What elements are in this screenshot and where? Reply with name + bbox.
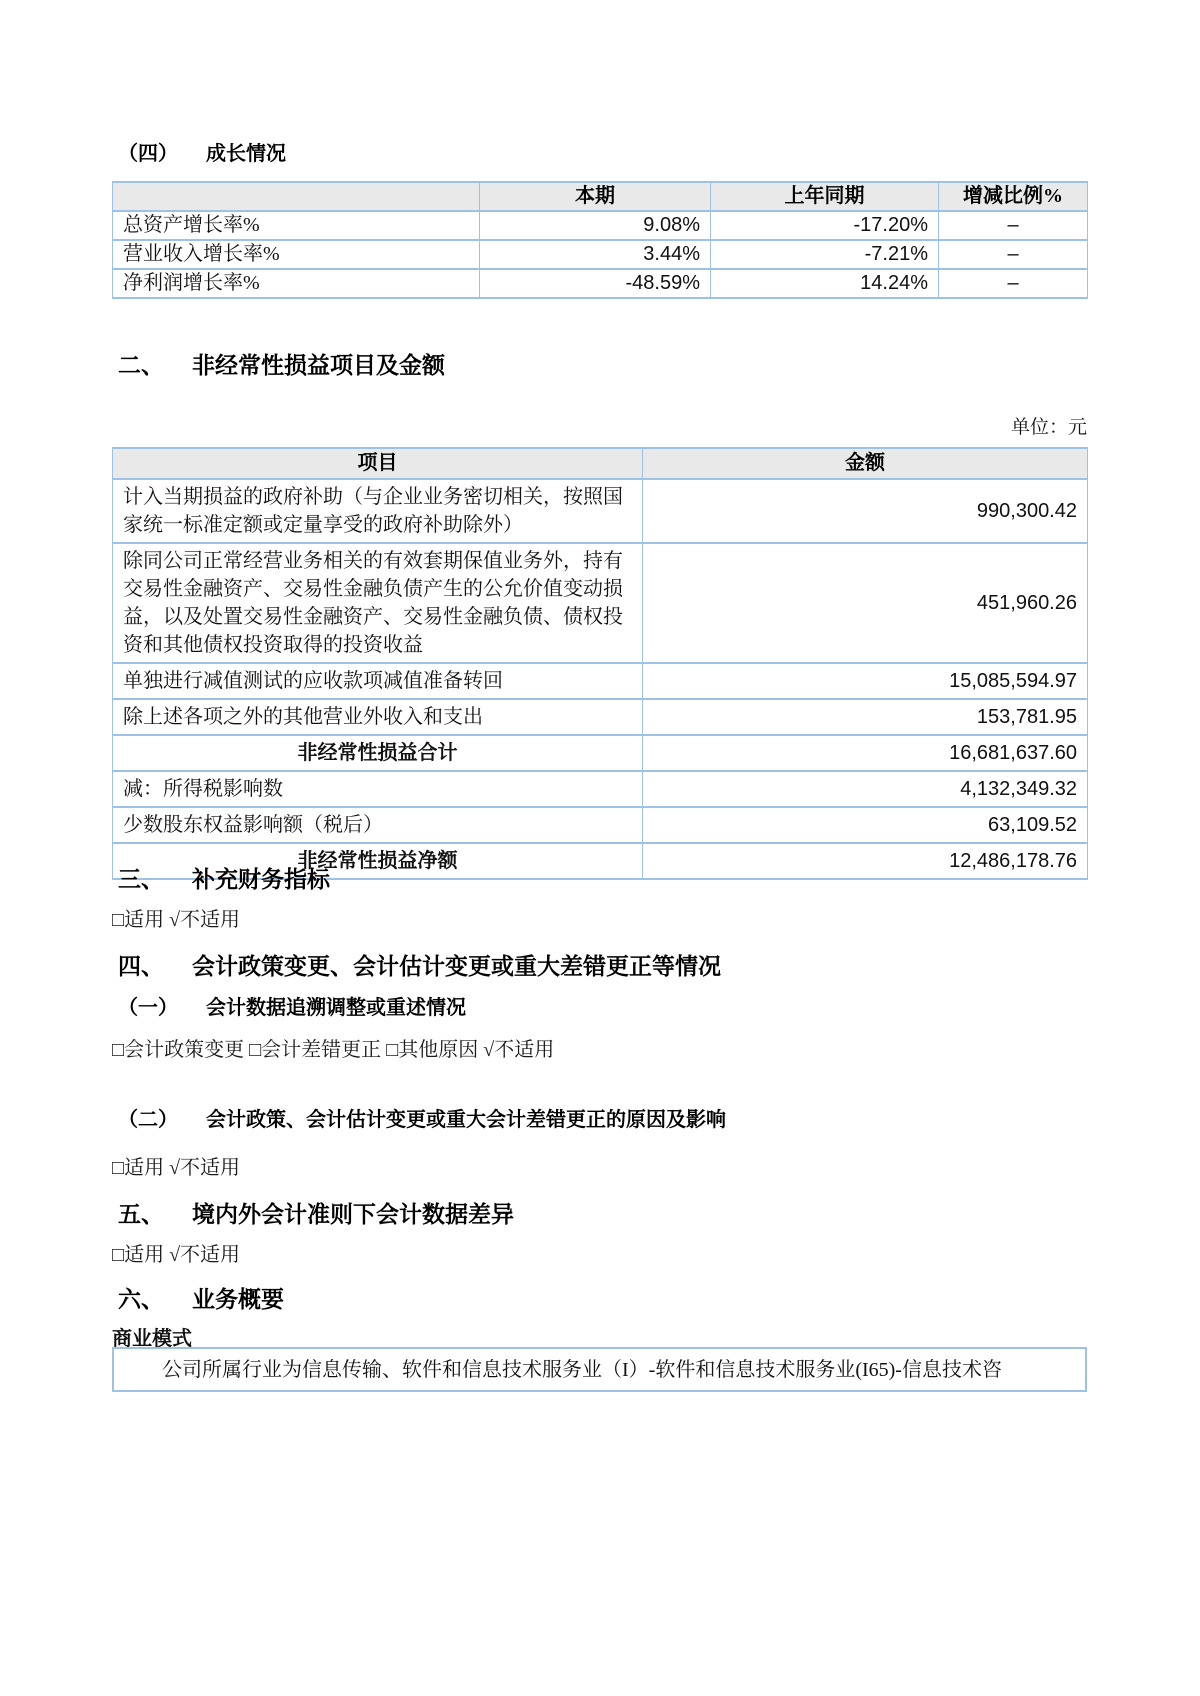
business-section-title: 业务概要 [192, 1286, 284, 1312]
restatement-options-line: □会计政策变更 □会计差错更正 □其他原因 √不适用 [112, 1039, 555, 1061]
standards-diff-applicability-line: □适用 √不适用 [112, 1244, 241, 1266]
item-cell: 除上述各项之外的其他营业外收入和支出 [113, 699, 643, 735]
nonrecurring-table [112, 447, 1088, 880]
business-section-heading [112, 1284, 1087, 1314]
standards-diff-section-heading [112, 1199, 1087, 1229]
accounting-changes-section-heading [112, 951, 1087, 981]
change-reason-subsection-title: 会计政策、会计估计变更或重大会计差错更正的原因及影响 [206, 1109, 726, 1131]
change-ratio-value: – [939, 240, 1088, 269]
item-cell: 少数股东权益影响额（税后） [113, 807, 643, 843]
current-period-value: -48.59% [480, 269, 711, 298]
amount-cell: 12,486,178.76 [643, 843, 1088, 879]
item-cell: 计入当期损益的政府补助（与企业业务密切相关，按照国家统一标准定额或定量享受的政府补助除外） [113, 479, 643, 543]
item-cell: 非经常性损益净额 [113, 843, 643, 879]
table-row [113, 543, 1088, 663]
amount-cell: 153,781.95 [643, 699, 1088, 735]
prior-period-value: 14.24% [711, 269, 939, 298]
row-label: 净利润增长率% [113, 269, 480, 298]
growth-header-blank [113, 182, 480, 211]
business-model-textbox [112, 1347, 1087, 1392]
amount-cell: 990,300.42 [643, 479, 1088, 543]
item-cell: 减：所得税影响数 [113, 771, 643, 807]
standards-diff-section-title: 境内外会计准则下会计数据差异 [192, 1201, 514, 1227]
change-ratio-value: – [939, 269, 1088, 298]
prior-period-value: -17.20% [711, 211, 939, 240]
growth-table [112, 181, 1088, 299]
amount-cell: 4,132,349.32 [643, 771, 1088, 807]
business-model-label: 商业模式 [112, 1328, 192, 1350]
table-row [113, 771, 1088, 807]
growth-section-heading [112, 140, 1087, 168]
growth-header-current: 本期 [480, 182, 711, 211]
table-row [113, 663, 1088, 699]
nonrecurring-section-number: 二、 [118, 352, 164, 378]
table-row [113, 240, 1088, 269]
table-row [113, 699, 1088, 735]
restatement-subsection-number: （一） [118, 997, 178, 1019]
restatement-subsection-heading [112, 994, 1087, 1022]
supplementary-applicability-line: □适用 √不适用 [112, 909, 241, 931]
accounting-changes-section-number: 四、 [118, 953, 164, 979]
standards-diff-section-number: 五、 [118, 1201, 164, 1227]
restatement-subsection-title: 会计数据追溯调整或重述情况 [206, 997, 466, 1019]
current-period-value: 3.44% [480, 240, 711, 269]
amount-cell: 63,109.52 [643, 807, 1088, 843]
change-ratio-value: – [939, 211, 1088, 240]
amount-cell: 15,085,594.97 [643, 663, 1088, 699]
item-header: 项目 [113, 448, 643, 479]
row-label: 营业收入增长率% [113, 240, 480, 269]
nonrecurring-section-title: 非经常性损益项目及金额 [192, 352, 445, 378]
supplementary-section-number: 三、 [118, 866, 164, 892]
supplementary-section-heading [112, 864, 1087, 894]
unit-note: 单位：元 [1010, 417, 1087, 438]
change-reason-subsection-number: （二） [118, 1109, 178, 1131]
supplementary-section-title: 补充财务指标 [192, 866, 330, 892]
business-model-text: 公司所属行业为信息传输、软件和信息技术服务业（I）-软件和信息技术服务业(I65)-信息技术咨 [162, 1359, 1002, 1381]
table-row [113, 269, 1088, 298]
amount-cell: 16,681,637.60 [643, 735, 1088, 771]
current-period-value: 9.08% [480, 211, 711, 240]
subtotal-row [113, 735, 1088, 771]
change-reason-applicability-line: □适用 √不适用 [112, 1157, 241, 1179]
table-row [113, 807, 1088, 843]
growth-section-title: 成长情况 [206, 143, 286, 165]
amount-cell: 451,960.26 [643, 543, 1088, 663]
nonrecurring-table-header-row [113, 448, 1088, 479]
item-cell: 非经常性损益合计 [113, 735, 643, 771]
amount-header: 金额 [643, 448, 1088, 479]
change-reason-subsection-heading [112, 1106, 1087, 1134]
growth-table-header-row [113, 182, 1088, 211]
table-row [113, 479, 1088, 543]
growth-header-change: 增减比例% [939, 182, 1088, 211]
item-cell: 单独进行减值测试的应收款项减值准备转回 [113, 663, 643, 699]
business-section-number: 六、 [118, 1286, 164, 1312]
growth-header-prior: 上年同期 [711, 182, 939, 211]
row-label: 总资产增长率% [113, 211, 480, 240]
accounting-changes-section-title: 会计政策变更、会计估计变更或重大差错更正等情况 [192, 953, 721, 979]
prior-period-value: -7.21% [711, 240, 939, 269]
nonrecurring-section-heading [112, 350, 1087, 380]
growth-section-number: （四） [118, 143, 178, 165]
table-row [113, 211, 1088, 240]
item-cell: 除同公司正常经营业务相关的有效套期保值业务外，持有交易性金融资产、交易性金融负债产生的公允价值变动损益，以及处置交易性金融资产、交易性金融负债、债权投资和其他债权投资取得的投资收益 [113, 543, 643, 663]
